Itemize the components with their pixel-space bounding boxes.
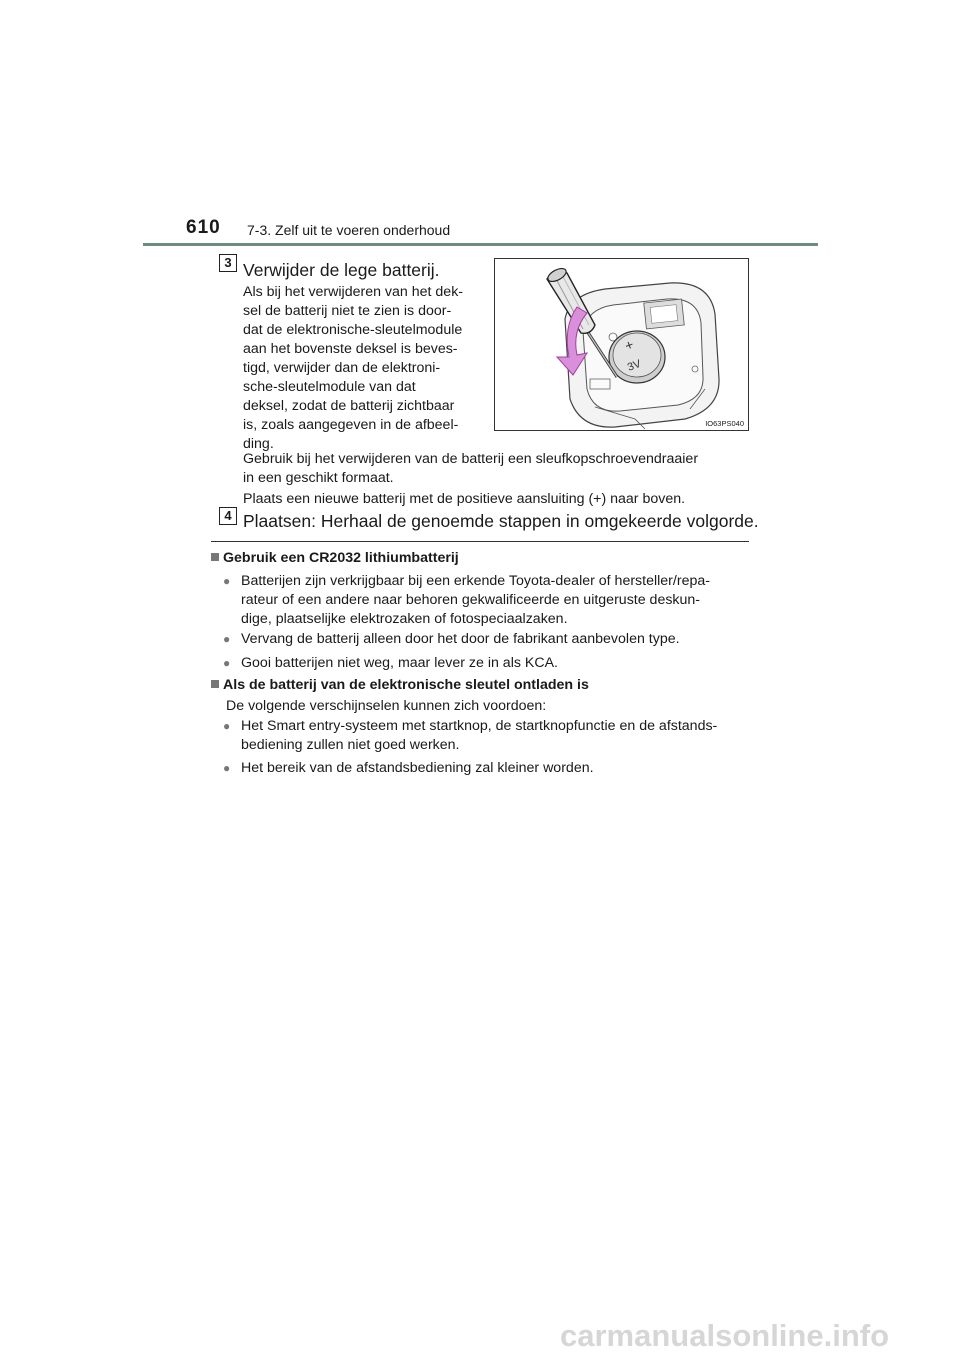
bullet-icon: ● — [223, 656, 231, 670]
bullet-icon: ● — [223, 719, 231, 733]
page-number: 610 — [186, 217, 221, 238]
text-line: Als bij het verwijderen van het dek- — [243, 284, 464, 300]
text-line: sche-sleutelmodule van dat — [243, 379, 416, 395]
list-item: Vervang de batterij alleen door het door de fabrikant aanbevolen type. — [241, 631, 680, 647]
bullet-icon: ● — [223, 761, 231, 775]
header-rule — [143, 243, 818, 246]
bullet-icon: ● — [223, 574, 231, 588]
step-3-heading: Verwijder de lege batterij. — [243, 260, 440, 280]
text-line: bediening zullen niet goed werken. — [241, 737, 460, 754]
note-heading-text: Gebruik een CR2032 lithiumbatterij — [223, 550, 459, 566]
step-4-heading: Plaatsen: Herhaal de genoemde stappen in omgekeerde volgorde. — [243, 511, 759, 531]
text-line: Het Smart entry-systeem met startknop, de startknopfunctie en de afstands- — [241, 718, 718, 734]
watermark-logo — [560, 1318, 952, 1354]
watermark-text: carmanualsonline.info — [560, 1318, 890, 1353]
text-line: Gebruik bij het verwijderen van de batterij een sleufkopschroevendraaier — [243, 451, 699, 467]
note-intro: De volgende verschijnselen kunnen zich voordoen: — [226, 698, 547, 714]
bullet-icon: ● — [223, 632, 231, 646]
note-heading-text: Als de batterij van de elektronische sleutel ontladen is — [223, 677, 589, 693]
section-divider — [211, 541, 749, 542]
battery-removal-figure — [494, 258, 749, 431]
battery-voltage-label: 3V — [625, 357, 643, 374]
key-fob-illustration — [495, 259, 748, 430]
text-line: dat de elektronische-sleutelmodule — [243, 322, 463, 338]
text-line: aan het bovenste deksel is beves- — [243, 341, 458, 357]
text-line: sel de batterij niet te zien is door- — [243, 303, 452, 319]
list-item: Het bereik van de afstandsbediening zal kleiner worden. — [241, 760, 594, 776]
text-line: dige, plaatselijke elektrozaken of fotospeciaalzaken. — [241, 611, 568, 628]
section-title: 7-3. Zelf uit te voeren onderhoud — [247, 222, 451, 238]
note-heading-battery-empty — [211, 677, 589, 693]
step-3-badge: 3 — [219, 254, 237, 272]
text-line: ding. — [243, 436, 274, 452]
text-line: Batterijen zijn verkrijgbaar bij een erkende Toyota-dealer of hersteller/repa- — [241, 573, 710, 589]
square-bullet-icon — [211, 553, 219, 561]
text-line: deksel, zodat de batterij zichtbaar — [243, 398, 455, 414]
text-line: in een geschikt formaat. — [243, 470, 394, 486]
battery-plus-label: + — [622, 335, 636, 354]
step-4-badge: 4 — [219, 507, 237, 525]
text-line: rateur of een andere naar behoren gekwalificeerde en uitgeruste deskun- — [241, 592, 701, 609]
step-3-paragraph-3: Plaats een nieuwe batterij met de positieve aansluiting (+) naar boven. — [243, 491, 686, 507]
text-line: tigd, verwijder dan de elektroni- — [243, 360, 441, 376]
square-bullet-icon — [211, 680, 219, 688]
list-item — [241, 717, 749, 755]
list-item — [241, 572, 749, 630]
note-heading-battery-type — [211, 550, 459, 566]
figure-code: IO63PS040 — [705, 419, 744, 428]
list-item: Gooi batterijen niet weg, maar lever ze in als KCA. — [241, 655, 559, 671]
text-line: is, zoals aangegeven in de afbeel- — [243, 417, 459, 433]
